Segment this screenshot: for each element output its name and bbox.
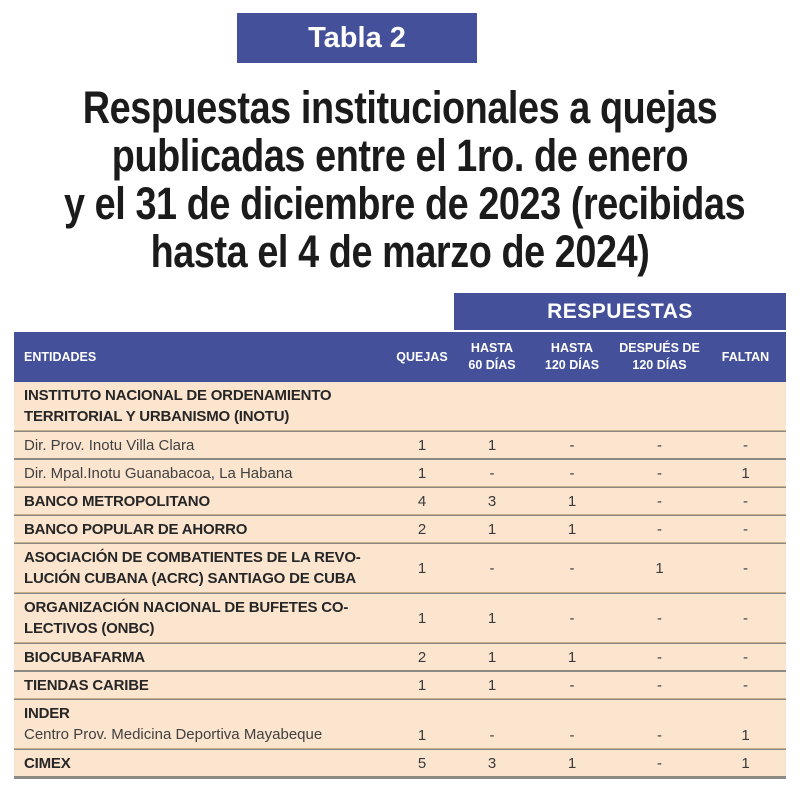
value-cell: -	[657, 754, 662, 772]
value-cell: 1	[417, 559, 427, 577]
entity-line: LECTIVOS (ONBC)	[24, 620, 155, 637]
table-row	[14, 750, 786, 776]
column-header-entidades	[14, 332, 390, 382]
value-cell: 3	[487, 492, 497, 510]
entity-line: BANCO METROPOLITANO	[24, 492, 210, 510]
value-cell: 1	[487, 520, 497, 538]
table-row	[14, 460, 786, 486]
value-cell: 1	[487, 648, 497, 666]
column-header-line: 120 DÍAS	[632, 358, 687, 372]
value-cell: -	[743, 648, 748, 666]
entity-line: CIMEX	[24, 754, 71, 772]
column-header-line: 60 DÍAS	[468, 358, 516, 372]
value-cell: 1	[487, 436, 497, 454]
value-cell: 1	[487, 609, 497, 627]
value-cell: -	[657, 492, 662, 510]
entity-line: ASOCIACIÓN DE COMBATIENTES DE LA REVO-	[24, 549, 361, 566]
table-row	[14, 594, 786, 642]
table-badge-label: Tabla 2	[308, 21, 406, 54]
column-header-despues_de_120_dias	[614, 332, 705, 382]
value-cell: -	[657, 609, 662, 627]
value-cell: -	[743, 520, 748, 538]
value-cell: -	[743, 676, 748, 694]
value-cell: -	[569, 676, 575, 694]
column-header-faltan	[705, 332, 786, 382]
entity-line: BIOCUBAFARMA	[24, 648, 145, 666]
value-cell: 1	[417, 727, 427, 744]
value-cell: -	[657, 436, 662, 454]
value-cell: 1	[417, 609, 427, 627]
table-body	[14, 382, 786, 779]
value-cell: -	[743, 559, 748, 577]
entity-cell	[14, 516, 390, 542]
value-cell: -	[743, 609, 748, 627]
value-cell: -	[657, 648, 662, 666]
value-cell: -	[569, 559, 575, 577]
column-header-line: HASTA	[550, 341, 594, 355]
entity-cell	[14, 544, 390, 592]
value-cell: -	[743, 492, 748, 510]
entity-cell	[14, 382, 390, 430]
value-cell: -	[569, 609, 575, 627]
table-row	[14, 700, 786, 748]
column-header-hasta_120_dias	[530, 332, 614, 382]
entity-line: INSTITUTO NACIONAL DE ORDENAMIENTO	[24, 387, 332, 404]
entity-line: TERRITORIAL Y URBANISMO (INOTU)	[24, 408, 290, 425]
respuestas-header: RESPUESTAS	[454, 293, 786, 330]
value-cell: 1	[567, 492, 577, 510]
value-cell: -	[489, 727, 495, 744]
value-cell: 1	[567, 648, 577, 666]
column-header-line: ENTIDADES	[24, 349, 97, 364]
value-cell: 1	[567, 520, 577, 538]
value-cell: -	[569, 727, 575, 744]
title-line: y el 31 de diciembre de 2023 (recibidas	[64, 178, 746, 229]
table-row	[14, 516, 786, 542]
column-header-hasta_60_dias	[454, 332, 530, 382]
value-cell: 4	[417, 492, 427, 510]
table-badge	[237, 13, 477, 63]
value-cell: -	[569, 436, 575, 454]
value-cell: -	[569, 464, 575, 482]
page-title	[0, 84, 800, 276]
value-cell: 1	[417, 676, 427, 694]
table-header-row	[14, 332, 786, 382]
title-line: Respuestas institucionales a quejas	[82, 82, 718, 133]
value-cell: -	[489, 559, 495, 577]
column-header-quejas	[390, 332, 454, 382]
entity-line: Dir. Prov. Inotu Villa Clara	[24, 436, 195, 454]
table-row	[14, 432, 786, 458]
value-cell: 3	[487, 754, 497, 772]
value-cell: 1	[417, 464, 427, 482]
table-bottom-rule	[14, 776, 786, 779]
entity-cell	[14, 432, 390, 458]
value-cell	[390, 382, 454, 430]
column-header-line: HASTA	[470, 341, 514, 355]
value-cell: -	[657, 520, 662, 538]
entity-cell	[14, 672, 390, 698]
value-cell	[530, 382, 614, 430]
value-cell: 1	[741, 754, 750, 772]
value-cell: -	[489, 464, 495, 482]
value-cell: -	[657, 464, 662, 482]
table-row	[14, 544, 786, 592]
entity-line: ORGANIZACIÓN NACIONAL DE BUFETES CO-	[24, 599, 349, 616]
entity-cell	[14, 750, 390, 776]
complaints-table	[14, 293, 786, 779]
value-cell: 1	[567, 754, 577, 772]
value-cell: -	[657, 727, 662, 744]
entity-cell	[14, 700, 390, 748]
entity-cell	[14, 594, 390, 642]
value-cell: 5	[417, 754, 427, 772]
entity-line: INDER	[24, 705, 70, 722]
entity-cell	[14, 644, 390, 670]
entity-line: LUCIÓN CUBANA (ACRC) SANTIAGO DE CUBA	[24, 570, 357, 587]
entity-cell	[14, 460, 390, 486]
entity-line: TIENDAS CARIBE	[24, 676, 149, 694]
value-cell	[614, 382, 705, 430]
column-header-line: QUEJAS	[396, 349, 448, 364]
value-cell: 1	[417, 436, 427, 454]
column-header-line: 120 DÍAS	[544, 358, 600, 372]
entity-cell	[14, 488, 390, 514]
table-row	[14, 644, 786, 670]
table-row	[14, 488, 786, 514]
title-line: hasta el 4 de marzo de 2024)	[150, 226, 650, 277]
value-cell: 2	[417, 520, 427, 538]
value-cell: 1	[487, 676, 497, 694]
entity-line: Centro Prov. Medicina Deportiva Mayabeque	[24, 726, 323, 743]
group-header-row	[14, 382, 786, 430]
value-cell	[705, 382, 786, 430]
value-cell	[454, 382, 530, 430]
entity-line: Dir. Mpal.Inotu Guanabacoa, La Habana	[24, 464, 293, 482]
value-cell: 1	[655, 559, 664, 577]
table-row	[14, 672, 786, 698]
entity-line: BANCO POPULAR DE AHORRO	[24, 520, 248, 538]
title-line: publicadas entre el 1ro. de enero	[111, 130, 689, 181]
value-cell: 2	[417, 648, 427, 666]
value-cell: -	[657, 676, 662, 694]
value-cell: -	[743, 436, 748, 454]
column-header-line: DESPUÉS DE	[619, 341, 700, 355]
respuestas-band-row	[14, 293, 786, 332]
column-header-line: FALTAN	[721, 349, 770, 364]
value-cell: 1	[741, 727, 750, 744]
value-cell: 1	[741, 464, 750, 482]
